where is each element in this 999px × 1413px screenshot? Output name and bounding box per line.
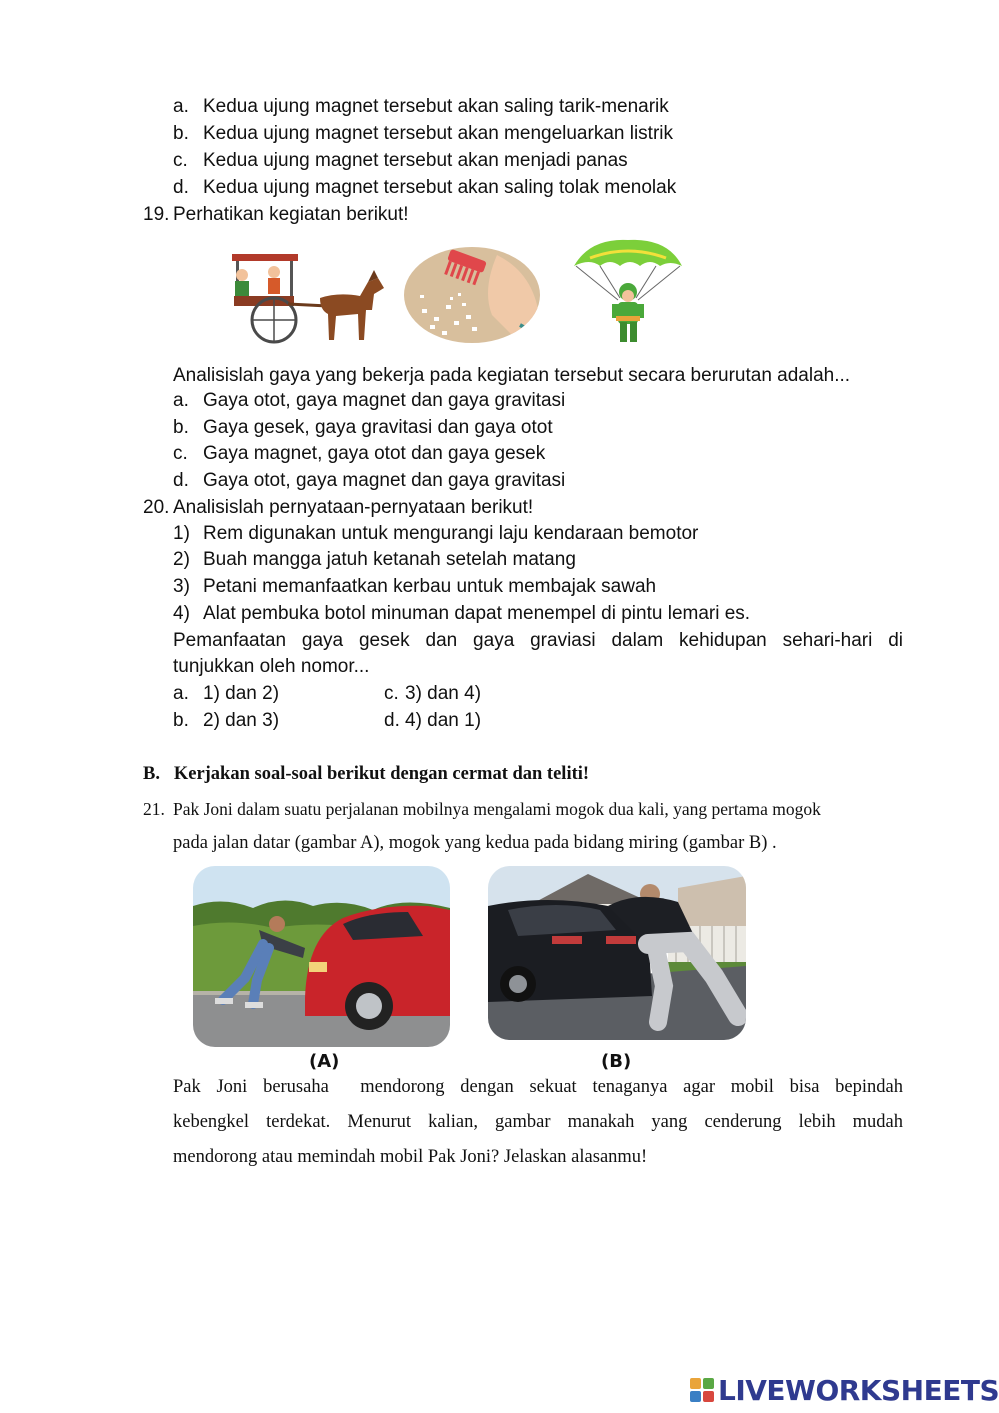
q20-question-line1: Pemanfaatan gaya gesek dan gaya graviasi dalam kehidupan sehari-hari di xyxy=(173,630,903,651)
liveworksheets-logo xyxy=(690,1373,999,1407)
photo-a-flat-road xyxy=(193,866,450,1047)
horse-carriage-illustration xyxy=(228,248,393,348)
q21-paragraph-line2: kebengkel terdekat. Menurut kalian, gambar manakah yang cenderung lebih mudah xyxy=(173,1112,903,1132)
q20-prompt: Analisislah pernyataan-pernyataan berikut! xyxy=(173,497,534,518)
caption-b: (B) xyxy=(601,1051,632,1072)
q21-number: 21. xyxy=(143,799,165,819)
q20-number: 20. xyxy=(143,497,170,518)
logo-grid-icon xyxy=(690,1378,714,1402)
section-b-title: B. Kerjakan soal-soal berikut dengan cermat dan teliti! xyxy=(143,764,590,784)
photo-b-slope xyxy=(488,866,746,1040)
comb-paper-illustration xyxy=(402,245,542,345)
q21-paragraph-line3: mendorong atau memindah mobil Pak Joni? Jelaskan alasanmu! xyxy=(173,1147,648,1167)
q20-question-line2: tunjukkan oleh nomor... xyxy=(173,656,370,677)
q19-prompt: Perhatikan kegiatan berikut! xyxy=(173,204,409,225)
parachute-illustration xyxy=(570,236,685,348)
logo-text: LIVEWORKSHEETS xyxy=(718,1373,999,1407)
q19-number: 19. xyxy=(143,204,170,225)
caption-a: (A) xyxy=(309,1051,340,1072)
q21-paragraph-line1: Pak Joni berusaha mendorong dengan sekuat tenaganya agar mobil bisa bepindah xyxy=(173,1077,903,1097)
q19-question: Analisislah gaya yang bekerja pada kegiatan tersebut secara berurutan adalah... xyxy=(173,365,851,386)
q21-line2: pada jalan datar (gambar A), mogok yang kedua pada bidang miring (gambar B) . xyxy=(173,833,777,853)
